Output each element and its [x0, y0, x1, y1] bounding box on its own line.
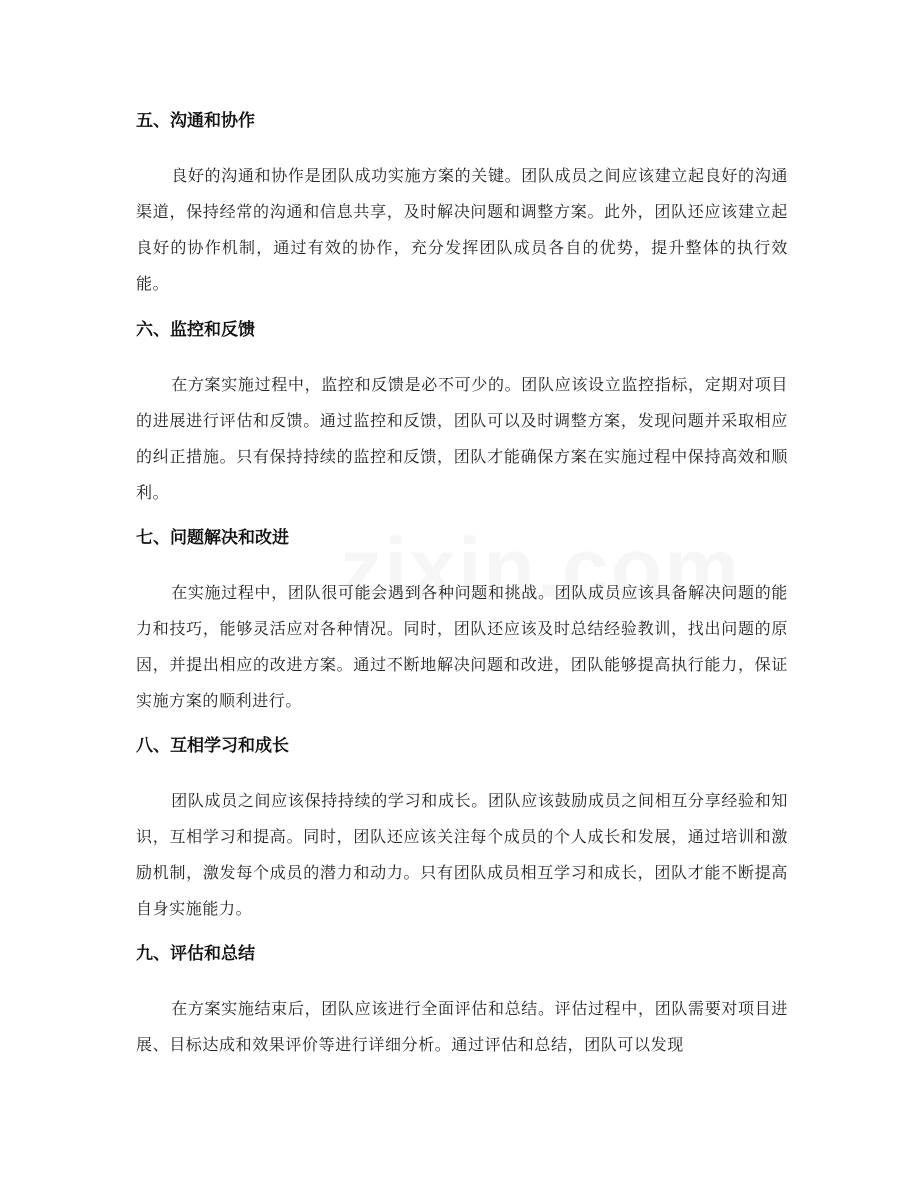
section-paragraph: 在方案实施过程中，监控和反馈是必不可少的。团队应该设立监控指标，定期对项目的进展进行评估和反馈。通过监控和反馈，团队可以及时调整方案，发现问题并采取相应的纠正措施。只有保持持续的监控和反馈，团队才能确保方案在实施过程中保持高效和顺利。	[136, 375, 788, 502]
section-problem-solving	[136, 526, 788, 719]
section-heading: 九、评估和总结	[136, 944, 255, 964]
section-heading: 五、沟通和协作	[136, 111, 255, 131]
section-paragraph: 团队成员之间应该保持持续的学习和成长。团队应该鼓励成员之间相互分享经验和知识，互相学习和提高。同时，团队还应该关注每个成员的个人成长和发展，通过培训和激励机制，激发每个成员的潜力和动力。只有团队成员相互学习和成长，团队才能不断提高自身实施能力。	[136, 791, 788, 918]
section-mutual-learning	[136, 734, 788, 927]
section-heading: 七、问题解决和改进	[136, 528, 289, 548]
section-communication	[136, 109, 788, 302]
section-paragraph: 在实施过程中，团队很可能会遇到各种问题和挑战。团队成员应该具备解决问题的能力和技巧，能够灵活应对各种情况。同时，团队还应该及时总结经验教训，找出问题的原因，并提出相应的改进方案。通过不断地解决问题和改进，团队能够提高执行能力，保证实施方案的顺利进行。	[136, 583, 788, 710]
section-paragraph: 在方案实施结束后，团队应该进行全面评估和总结。评估过程中，团队需要对项目进展、目标达成和效果评价等进行详细分析。通过评估和总结，团队可以发现	[136, 999, 788, 1054]
section-monitoring	[136, 318, 788, 511]
section-heading: 六、监控和反馈	[136, 320, 255, 340]
section-heading: 八、互相学习和成长	[136, 736, 289, 756]
section-evaluation	[136, 942, 788, 1063]
section-paragraph: 良好的沟通和协作是团队成功实施方案的关键。团队成员之间应该建立起良好的沟通渠道，保持经常的沟通和信息共享，及时解决问题和调整方案。此外，团队还应该建立起良好的协作机制，通过有效的协作，充分发挥团队成员各自的优势，提升整体的执行效能。	[136, 166, 788, 293]
